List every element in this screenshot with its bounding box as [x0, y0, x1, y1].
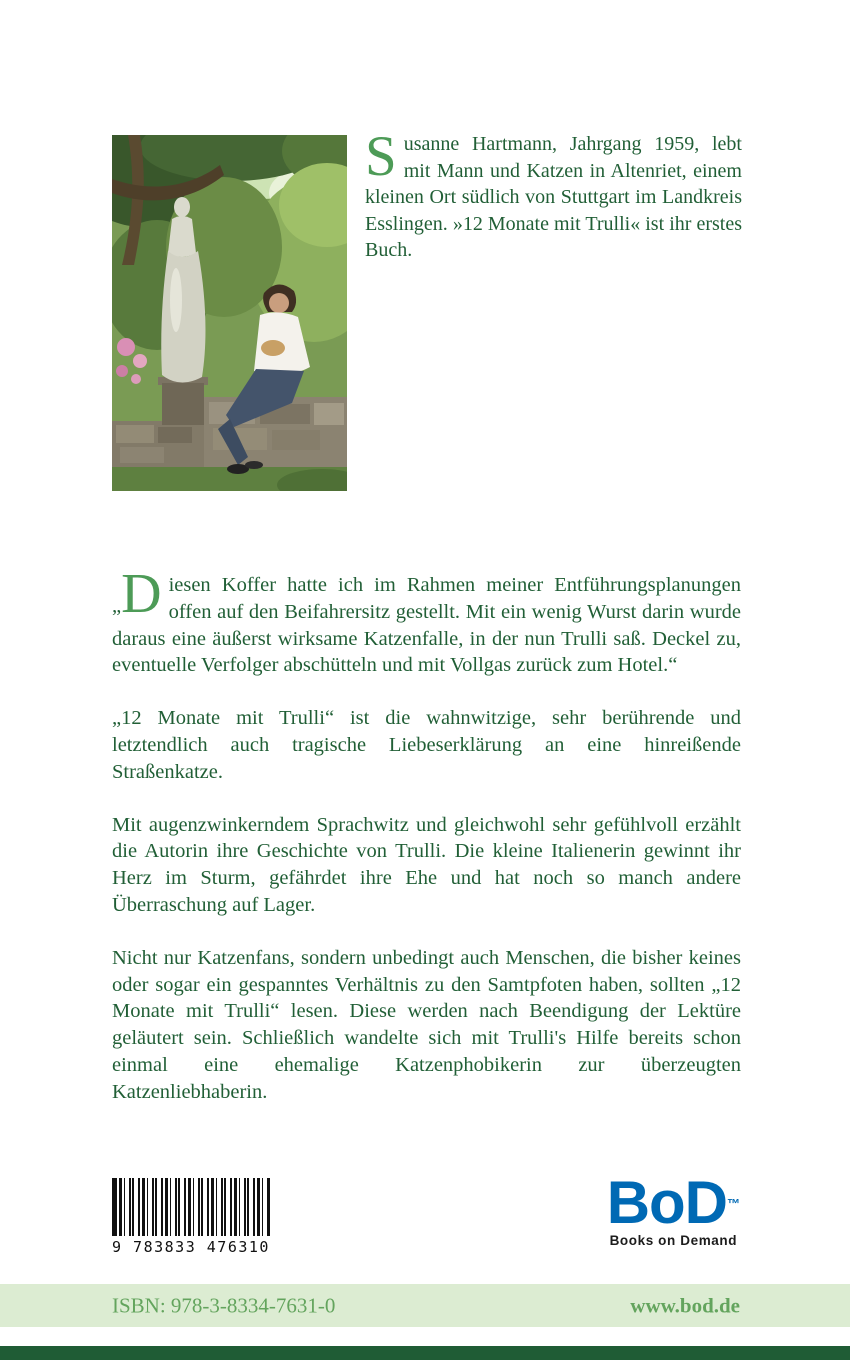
open-quote-mark: „	[112, 595, 122, 617]
quote-paragraph-text: iesen Koffer hatte ich im Rahmen meiner Entführungsplanungen offen auf den Beifahrersitz gestellt. Mit ein wenig Wurst darin wurde daraus eine äußerst wirksame Katzenfalle, in der nun Trulli saß. Deckel zu, eventuelle Verfolger abschütteln und mit Vollgas zurück zum Hotel.“	[112, 574, 741, 677]
bod-letters: BoD	[606, 1169, 727, 1236]
barcode-number: 9 783833 476310	[112, 1238, 270, 1256]
author-photo	[112, 135, 347, 491]
barcode-bars	[112, 1178, 270, 1236]
bottom-color-bar	[0, 1346, 850, 1360]
isbn-text: ISBN: 978-3-8334-7631-0	[112, 1293, 336, 1317]
bod-logo	[606, 1169, 740, 1248]
bod-logo-text	[606, 1169, 740, 1236]
quote-dropcap	[112, 563, 169, 625]
paragraph-3: Mit augenzwinkerndem Sprachwitz und gleichwohl sehr gefühlvoll erzählt die Autorin ihre Geschichte von Trulli. Die kleine Italienerin gewinnt ihr Herz im Sturm, gefährdet ihre Ehe und hat noch so manch andere Überraschung auf Lager.	[112, 813, 741, 916]
garden-photo-illustration	[112, 135, 347, 491]
trademark-symbol: ™	[727, 1196, 740, 1211]
bod-tagline: Books on Demand	[609, 1233, 738, 1248]
bio-dropcap: S	[365, 125, 397, 188]
bio-text: usanne Hartmann, Jahrgang 1959, lebt mit Mann und Katzen in Altenriet, einem kleinen Ort südlich von Stuttgart im Landkreis Esslingen. »12 Monate mit Trulli« ist ihr erstes Buch.	[365, 133, 742, 261]
paragraph-4: Nicht nur Katzenfans, sondern unbedingt auch Menschen, die bisher keines oder sogar ein gespanntes Verhältnis zu den Samtpfoten haben, sollten „12 Monate mit Trulli“ lesen. Diese werden nach Beendigung der Lektüre geläutert sein. Schließlich wandelte sich mit Trulli's Hilfe bereits schon einmal eine ehemalige Katzenphobikerin zur überzeugten Katzenliebhaberin.	[112, 946, 741, 1103]
author-bio	[365, 125, 742, 264]
quote-paragraph	[112, 563, 741, 679]
dropcap-letter: D	[121, 563, 162, 625]
footer-band	[0, 1284, 850, 1327]
blurb	[112, 563, 741, 1132]
barcode	[112, 1178, 270, 1256]
publisher-website: www.bod.de	[630, 1293, 740, 1317]
paragraph-2: „12 Monate mit Trulli“ ist die wahnwitzige, sehr berührende und letztendlich auch tragische Liebeserklärung an eine hinreißende Straßenkatze.	[112, 707, 741, 783]
